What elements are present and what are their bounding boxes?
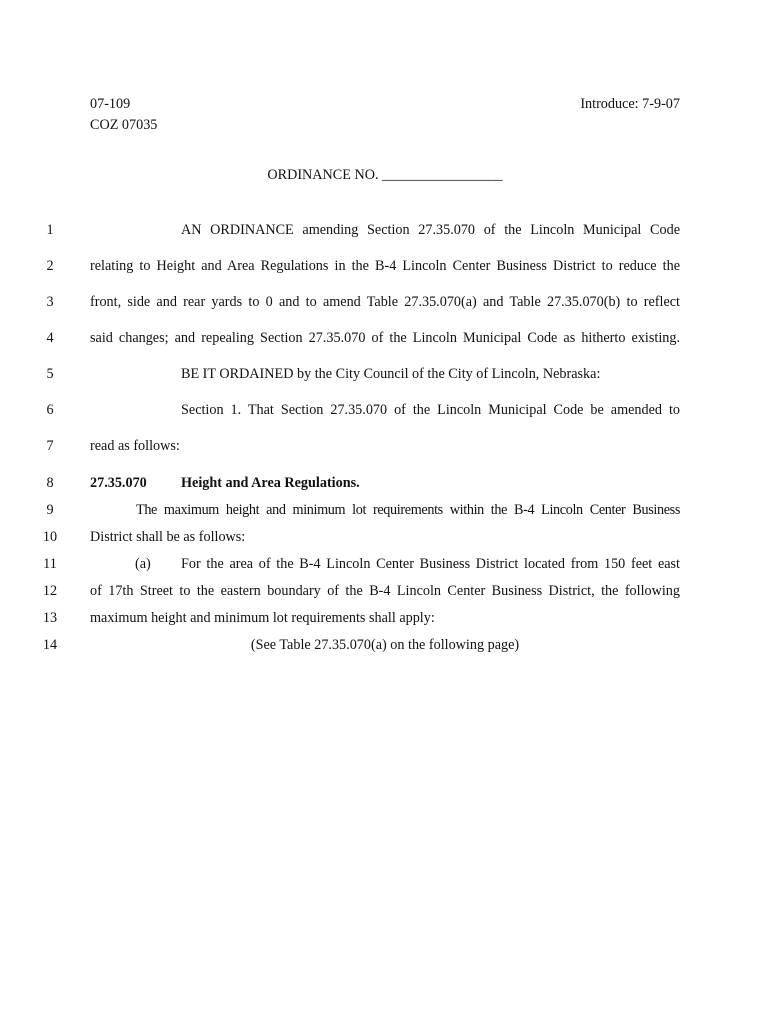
line-text: Section 1. That Section 27.35.070 of the Lincoln Municipal Code be amended to bbox=[181, 402, 680, 418]
subsection-label: (a) bbox=[135, 556, 151, 572]
line-text: relating to Height and Area Regulations in the B-4 Lincoln Center Business District to reduce the bbox=[90, 258, 680, 274]
introduce-date: Introduce: 7-9-07 bbox=[580, 96, 680, 112]
header-left bbox=[90, 94, 157, 136]
line-text: said changes; and repealing Section 27.35.070 of the Lincoln Municipal Code as hitherto existing. bbox=[90, 330, 680, 346]
line-text: The maximum height and minimum lot requirements within the B-4 Lincoln Center Business bbox=[136, 502, 680, 518]
line-number: 1 bbox=[46, 222, 54, 238]
subsection-line bbox=[90, 556, 680, 573]
line-text: of 17th Street to the eastern boundary of the B-4 Lincoln Center Business District, the following bbox=[90, 583, 680, 599]
table-reference-note: (See Table 27.35.070(a) on the following page) bbox=[250, 637, 520, 653]
line-text: front, side and rear yards to 0 and to amend Table 27.35.070(a) and Table 27.35.070(b) to reflect bbox=[90, 294, 680, 310]
line-text: maximum height and minimum lot requirements shall apply: bbox=[90, 610, 435, 626]
line-text: AN ORDINANCE amending Section 27.35.070 of the Lincoln Municipal Code bbox=[181, 222, 680, 238]
line-number: 2 bbox=[46, 258, 54, 274]
line-text: BE IT ORDAINED by the City Council of the City of Lincoln, Nebraska: bbox=[181, 366, 601, 382]
section-number: 27.35.070 bbox=[90, 475, 147, 491]
line-text: For the area of the B-4 Lincoln Center Business District located from 150 feet east bbox=[181, 556, 680, 572]
line-number: 3 bbox=[46, 294, 54, 310]
line-number: 6 bbox=[46, 402, 54, 418]
line-number: 9 bbox=[46, 502, 54, 518]
ordinance-title: ORDINANCE NO. _________________ bbox=[267, 167, 503, 183]
line-text: read as follows: bbox=[90, 438, 180, 454]
line-text: District shall be as follows: bbox=[90, 529, 246, 545]
reference-number: 07-109 bbox=[90, 96, 131, 112]
line-number: 5 bbox=[46, 366, 54, 382]
line-number: 12 bbox=[42, 583, 58, 599]
line-number: 11 bbox=[43, 556, 57, 572]
section-heading: Height and Area Regulations. bbox=[181, 475, 360, 491]
line-number: 4 bbox=[46, 330, 54, 346]
line-number: 8 bbox=[46, 475, 54, 491]
coz-number: COZ 07035 bbox=[90, 117, 158, 133]
line-number: 7 bbox=[46, 438, 54, 454]
line-number: 13 bbox=[42, 610, 58, 626]
line-number: 10 bbox=[42, 529, 58, 545]
section-heading-line bbox=[90, 475, 680, 492]
line-number: 14 bbox=[42, 637, 58, 653]
